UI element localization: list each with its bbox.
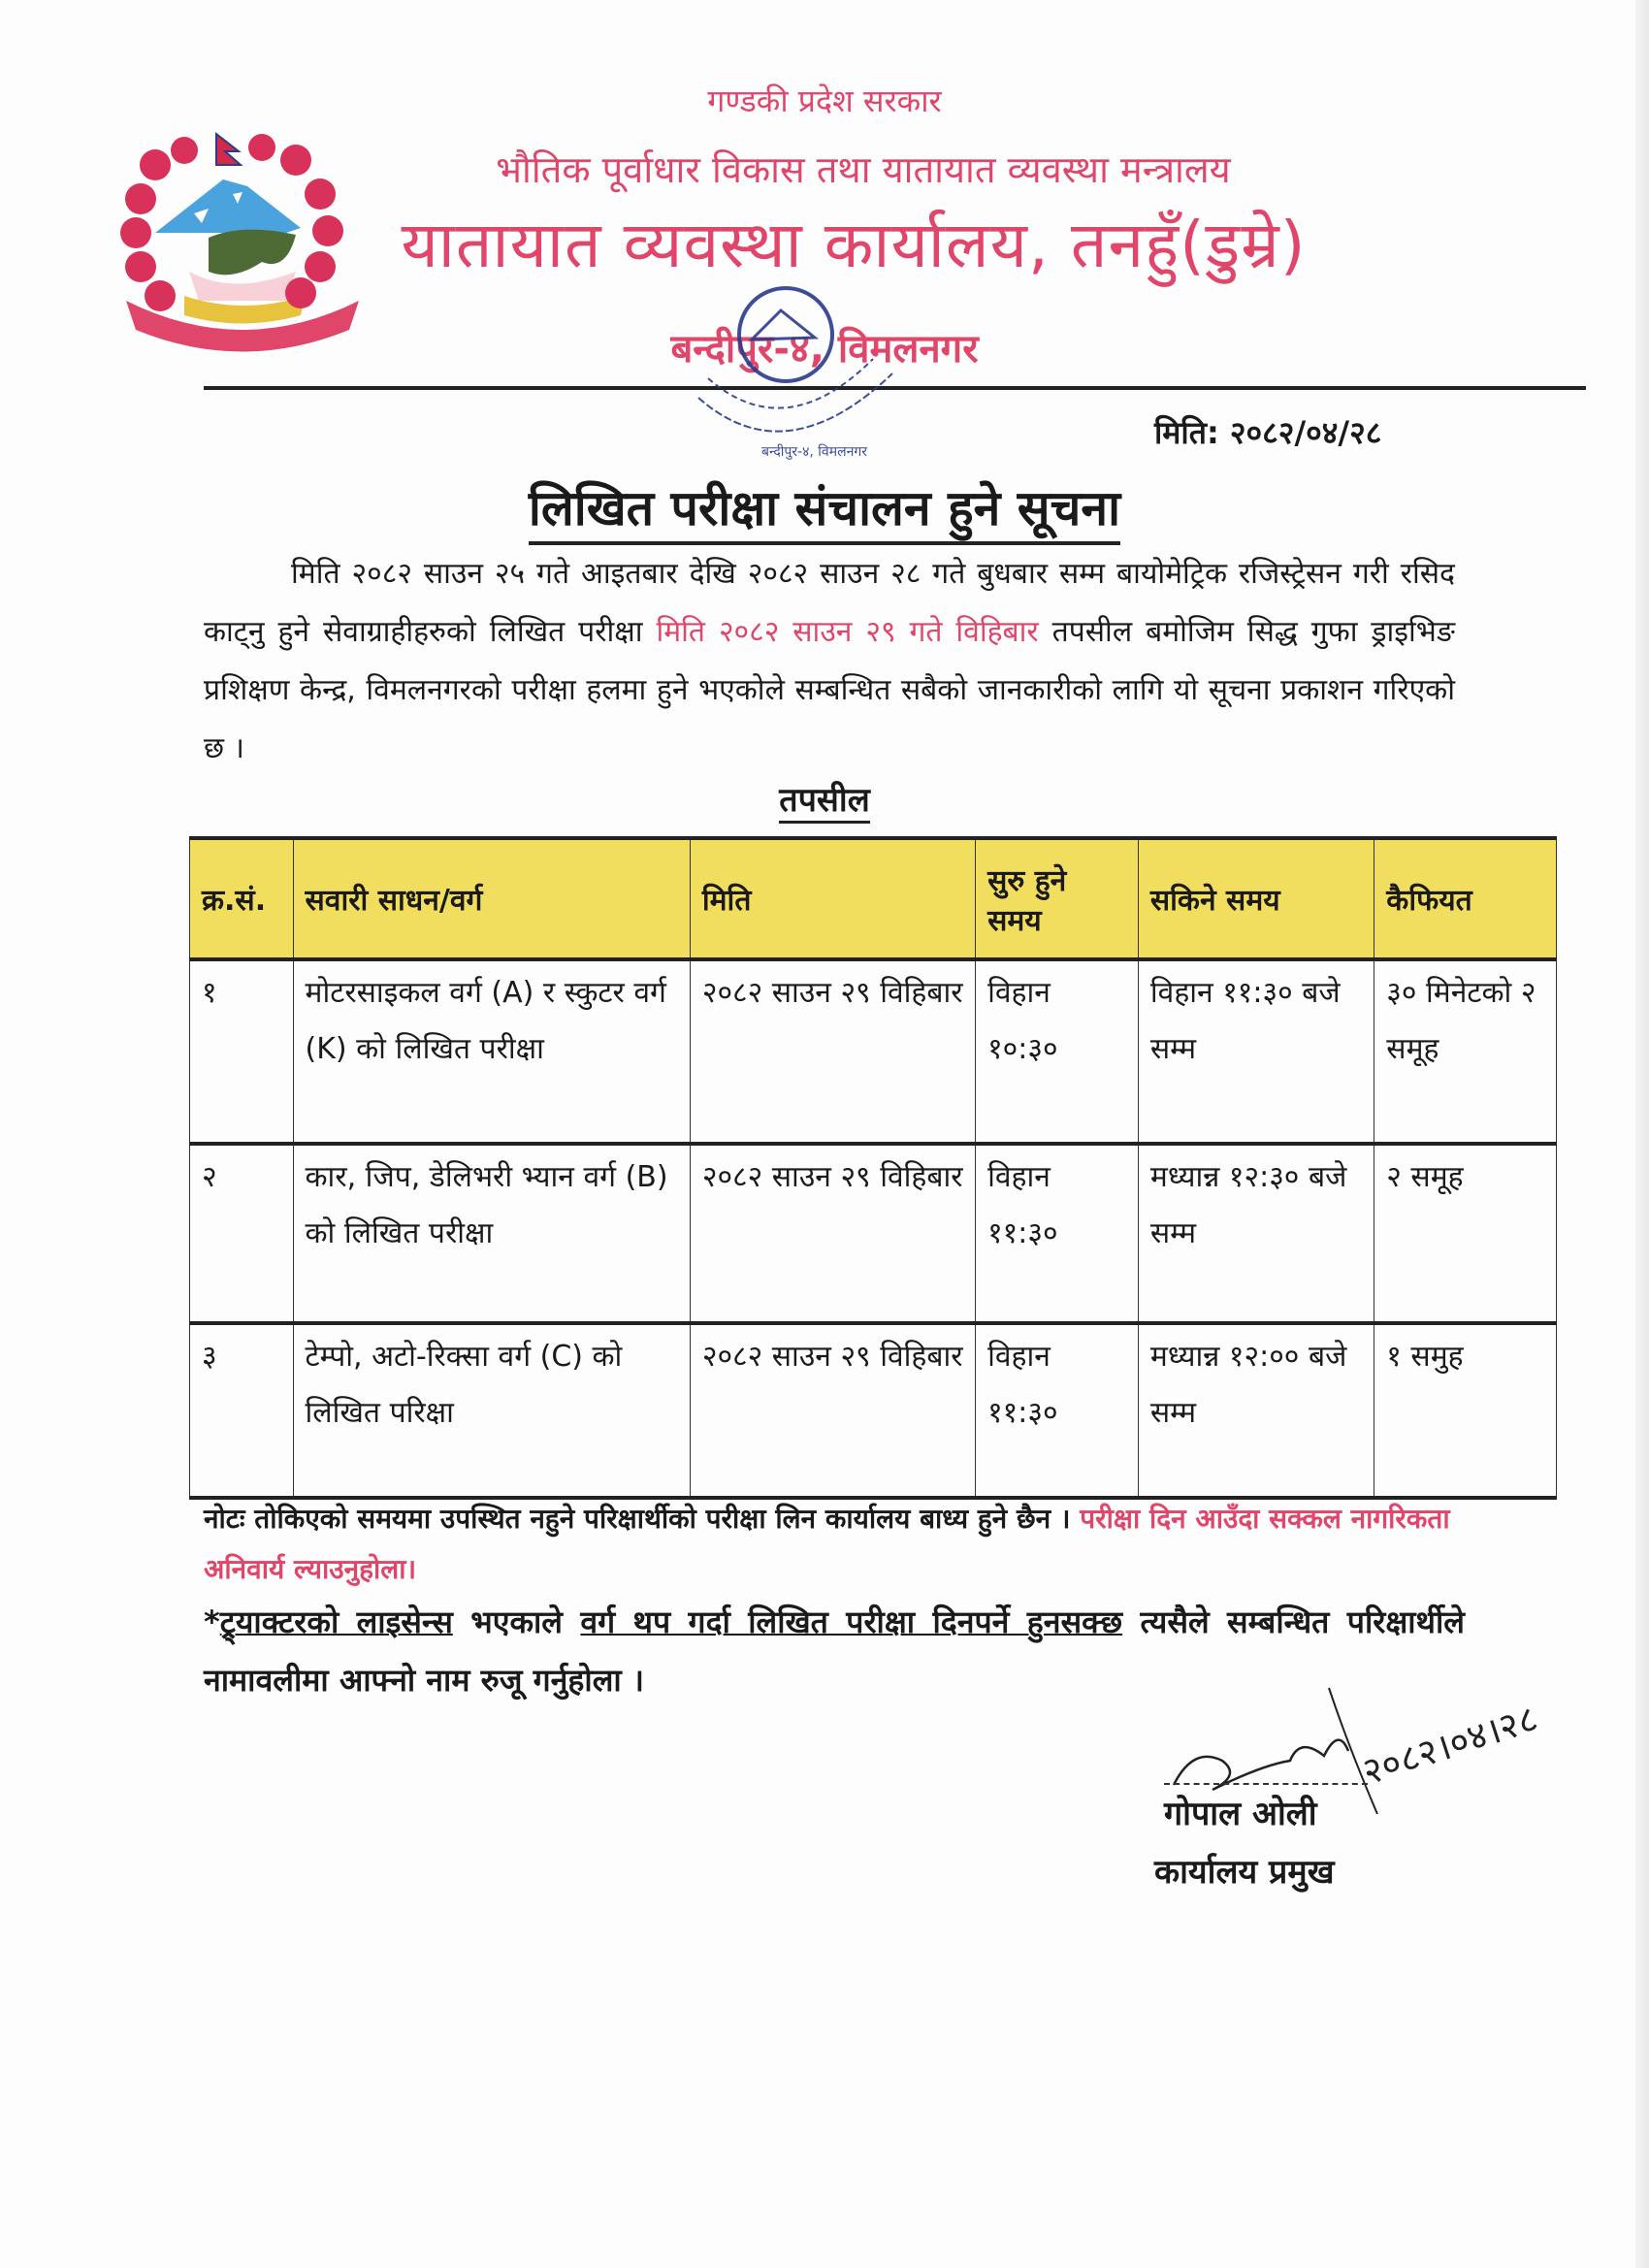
cell-end: विहान ११:३० बजे सम्म — [1138, 959, 1374, 1144]
header-date: मिति — [690, 838, 975, 959]
cell-date: २०८२ साउन २९ विहिबार — [690, 1144, 975, 1323]
cell-date: २०८२ साउन २९ विहिबार — [690, 1323, 975, 1498]
header-end-time: सकिने समय — [1138, 838, 1374, 959]
body-text-1: मिति २०८२ साउन २५ गते आइतबार देखि २०८२ साउन २८ गते बुधबार सम्म बायोमेट्रिक रजिस्ट्रेसन गरी रसिद काट्नु हुने सेवाग्राहीहरुको लिखित परीक्षा — [204, 557, 1455, 649]
header-remarks: कैफियत — [1374, 838, 1557, 959]
exam-schedule-table — [189, 836, 1557, 1500]
cell-sn: २ — [190, 1144, 294, 1323]
header-start-time: सुरु हुने समय — [976, 838, 1139, 959]
notice-date — [1154, 411, 1381, 453]
table-row — [190, 959, 1557, 1144]
cell-remarks: २ समूह — [1374, 1144, 1557, 1323]
exam-date-highlight: मिति २०८२ साउन २९ गते विहिबार — [656, 615, 1039, 649]
note-text: नोटः तोकिएको समयमा उपस्थित नहुने परिक्षार्थीको परीक्षा लिन कार्यालय बाध्य हुने छैन । — [204, 1503, 1081, 1535]
office-name: यातायात व्यवस्था कार्यालय, तनहुँ(डुम्रे) — [401, 208, 1307, 282]
date-value: २०८२/०४/२८ — [1229, 414, 1382, 451]
cell-vehicle: टेम्पो, अटो-रिक्सा वर्ग (C) को लिखित परिक्षा — [293, 1323, 690, 1498]
table-header-row — [190, 838, 1557, 959]
government-name: गण्डकी प्रदेश सरकार — [707, 82, 942, 119]
body-text-2: तपसील बमोजिम सिद्ध गुफा ड्राइभिङ प्रशिक्षण केन्द्र, विमलनगरको परीक्षा हलमा हुने भएकोले सम्बन्धित सबैको जानकारीको लागि यो सूचना प्रकाशन गरिएको छ । — [204, 615, 1455, 765]
category-add-underlined: वर्ग थप गर्दा लिखित परीक्षा दिनपर्ने हुनसक्छ — [580, 1604, 1123, 1640]
cell-end: मध्यान्न १२:०० बजे सम्म — [1138, 1323, 1374, 1498]
signatory-designation: कार्यालय प्रमुख — [1154, 1853, 1335, 1892]
header-sn: क्र.सं. — [190, 838, 294, 959]
cell-date: २०८२ साउन २९ विहिबार — [690, 959, 975, 1144]
notice-body — [204, 545, 1455, 778]
ministry-name: भौतिक पूर्वाधार विकास तथा यातायात व्यवस्था मन्त्रालय — [496, 148, 1231, 191]
cell-start: विहान १०:३० — [976, 959, 1139, 1144]
tractor-license-underlined: ट्र्याक्टरको लाइसेन्स — [219, 1604, 453, 1640]
stamp-address: बन्दीपुर-४, विमलनगर — [761, 444, 867, 460]
office-stamp-icon — [669, 281, 922, 466]
header-vehicle: सवारी साधन/वर्ग — [293, 838, 690, 959]
tractor-license-note: *ट्र्याक्टरको लाइसेन्स भएकाले वर्ग थप गर्दा लिखित परीक्षा दिनपर्ने हुनसक्छ त्यसैले सम्बन्धित परिक्षार्थीले नामावलीमा आफ्नो नाम रुजू गर्नुहोला । — [204, 1604, 1465, 1699]
table-row — [190, 1144, 1557, 1323]
cell-remarks: ३० मिनेटको २ समूह — [1374, 959, 1557, 1144]
notice-title: लिखित परीक्षा संचालन हुने सूचना — [0, 473, 1649, 545]
cell-end: मध्यान्न १२:३० बजे सम्म — [1138, 1144, 1374, 1323]
note-paragraph — [204, 1494, 1465, 1595]
handwritten-date: २०८२।०४।२८ — [1357, 1696, 1543, 1794]
cell-remarks: १ समुह — [1374, 1323, 1557, 1498]
cell-sn: १ — [190, 959, 294, 1144]
cell-vehicle: कार, जिप, डेलिभरी भ्यान वर्ग (B) को लिखित परीक्षा — [293, 1144, 690, 1323]
cell-sn: ३ — [190, 1323, 294, 1498]
schedule-heading: तपसील — [0, 776, 1649, 824]
office-address: बन्दीपुर-४, विमलनगर — [670, 327, 979, 372]
cell-start: विहान ११:३० — [976, 1144, 1139, 1323]
cell-vehicle: मोटरसाइकल वर्ग (A) र स्कुटर वर्ग (K) को लिखित परीक्षा — [293, 959, 690, 1144]
date-label: मिति: — [1154, 414, 1219, 451]
page-edge — [1635, 0, 1649, 2268]
table-row — [190, 1323, 1557, 1498]
signature-line — [1164, 1783, 1368, 1785]
cell-start: विहान ११:३० — [976, 1323, 1139, 1498]
signatory-name: गोपाल ओली — [1164, 1795, 1317, 1833]
note-citizenship-highlight: परीक्षा दिन आउँदा सक्कल नागरिकता अनिवार्य ल्याउनुहोला। — [204, 1503, 1450, 1585]
nepal-emblem-icon — [116, 126, 369, 359]
